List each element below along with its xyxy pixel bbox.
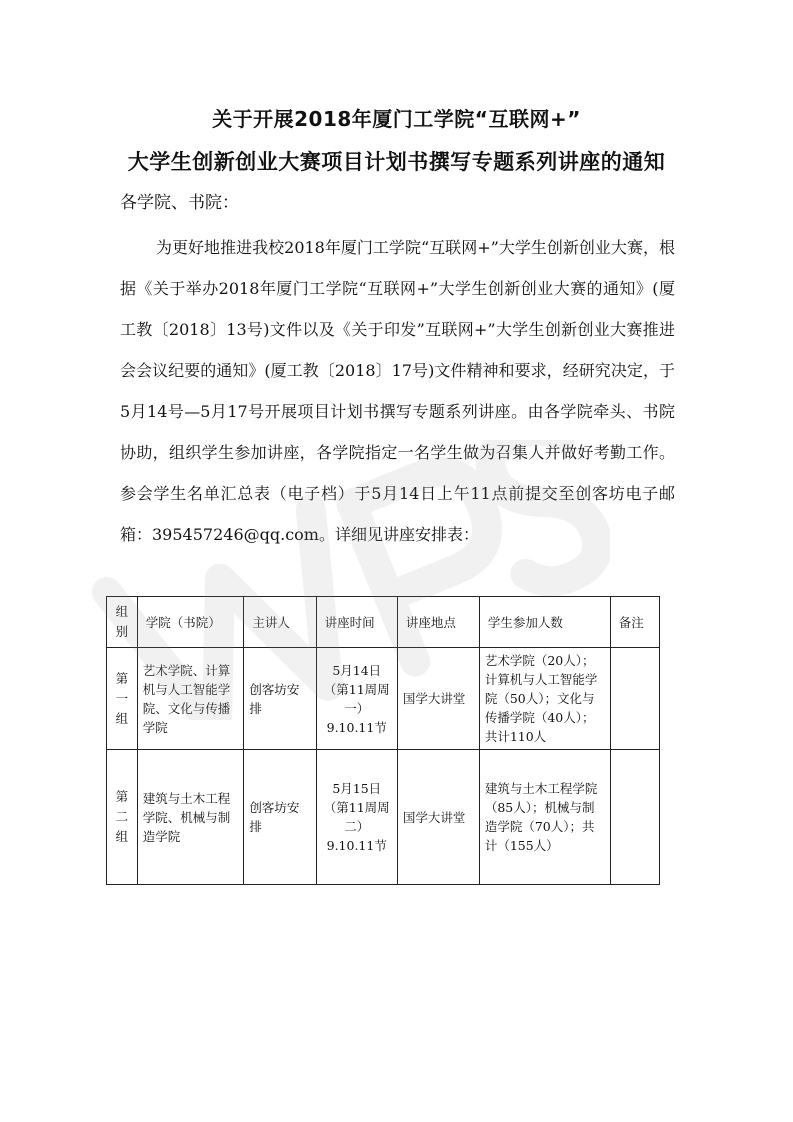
cell-college: 艺术学院、计算机与人工智能学院、文化与传播学院	[137, 648, 244, 750]
header-speaker: 主讲人	[244, 597, 316, 648]
cell-count: 艺术学院（20人）；计算机与人工智能学院（50人）；文化与传播学院（40人）；共计110人	[479, 648, 610, 750]
body-paragraph: 为更好地推进我校2018年厦门工学院“互联网+”大学生创新创业大赛，根据《关于举办2018年厦门工学院“互联网+”大学生创新创业大赛的通知》(厦工教〔2018〕13号)文件以及《关于印发”互联网+”大学生创新创业大赛推进会会议纪要的通知》(厦工教〔2018〕17号)文件精神和要求，经研究决定，于5月14号—5月17号开展项目计划书撰写专题系列讲座。由各学院牵头、书院协助，组织学生参加讲座，各学院指定一名学生做为召集人并做好考勤工作。参会学生名单汇总表（电子档）于5月14日上午11点前提交至创客坊电子邮箱：395457246@qq.com。详细见讲座安排表：	[120, 238, 675, 544]
header-venue: 讲座地点	[397, 597, 479, 648]
cell-notes	[610, 648, 659, 750]
cell-time: 5月14日（第11周周一）9.10.11节	[316, 648, 397, 750]
cell-venue: 国学大讲堂	[397, 648, 479, 750]
cell-speaker: 创客坊安排	[244, 750, 316, 885]
cell-time: 5月15日（第11周周二）9.10.11节	[316, 750, 397, 885]
header-time: 讲座时间	[316, 597, 397, 648]
table-header-row	[107, 597, 660, 648]
cell-speaker: 创客坊安排	[244, 648, 316, 750]
table-row	[107, 750, 660, 885]
cell-college: 建筑与土木工程学院、机械与制造学院	[137, 750, 244, 885]
lecture-schedule-table	[106, 596, 660, 885]
header-group: 组别	[107, 597, 138, 648]
header-college: 学院（书院）	[137, 597, 244, 648]
cell-count: 建筑与土木工程学院（85人）；机械与制造学院（70人）；共计（155人）	[479, 750, 610, 885]
document-title-line-1: 关于开展2018年厦门工学院“互联网+”	[212, 107, 581, 131]
salutation: 各学院、书院：	[120, 193, 239, 213]
header-count: 学生参加人数	[479, 597, 610, 648]
table-row	[107, 648, 660, 750]
cell-notes	[610, 750, 659, 885]
document-title-line-2: 大学生创新创业大赛项目计划书撰写专题系列讲座的通知	[127, 150, 666, 174]
cell-group: 第二组	[107, 750, 138, 885]
cell-venue: 国学大讲堂	[397, 750, 479, 885]
cell-group: 第一组	[107, 648, 138, 750]
header-notes: 备注	[610, 597, 659, 648]
